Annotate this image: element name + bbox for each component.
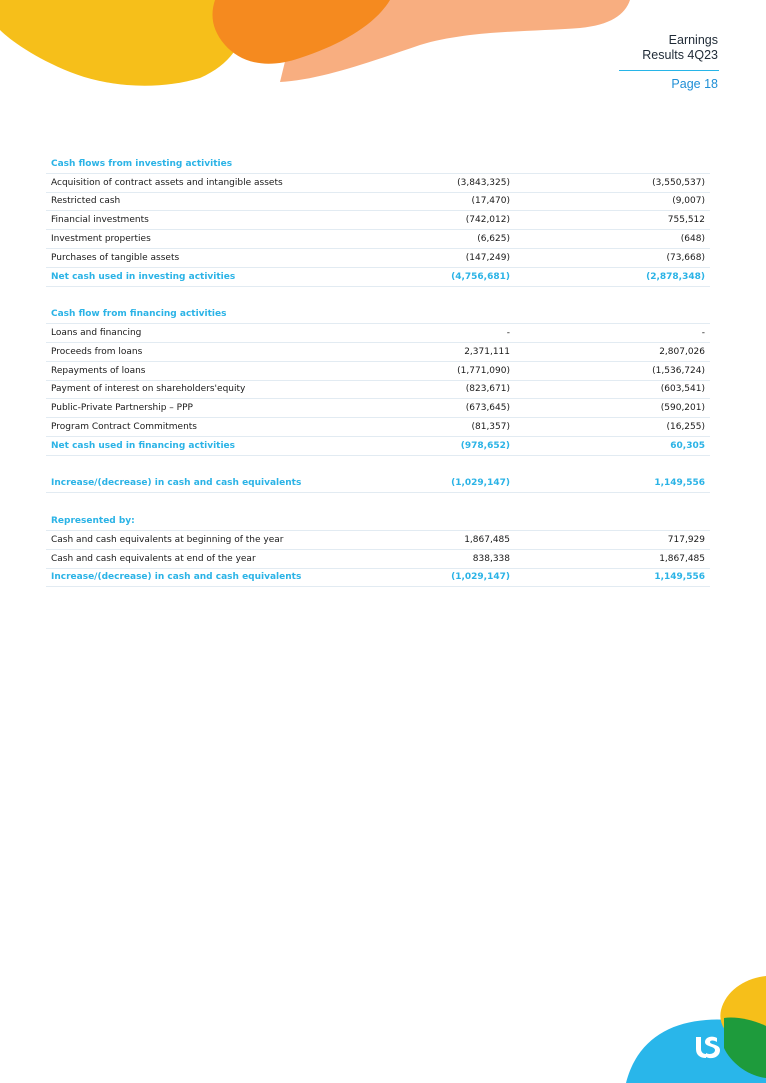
value-col1: (6,625) — [477, 234, 510, 245]
total-row-net-change — [46, 475, 710, 494]
report-title — [518, 33, 718, 63]
table-row — [46, 362, 710, 381]
table-row — [46, 211, 710, 230]
total-label: Net cash used in financing activities — [51, 440, 236, 451]
total-label: Increase/(decrease) in cash and cash equivalents — [51, 572, 302, 583]
table-row — [46, 418, 710, 437]
total-col2: (2,878,348) — [646, 271, 705, 282]
value-col2: 717,929 — [667, 534, 705, 545]
table-row — [46, 343, 710, 362]
report-title-line1: Earnings — [668, 33, 718, 47]
value-col2: (3,550,537) — [652, 177, 705, 188]
value-col1: (147,249) — [465, 252, 510, 263]
value-col1: 2,371,111 — [464, 346, 510, 357]
row-label: Cash and cash equivalents at beginning of the year — [51, 534, 284, 545]
footer-decoration — [626, 968, 766, 1083]
value-col2: (9,007) — [672, 196, 705, 207]
total-row-financing — [46, 437, 710, 456]
row-label: Financial investments — [51, 215, 149, 226]
row-label: Cash and cash equivalents at end of the year — [51, 553, 256, 564]
value-col1: (3,843,325) — [457, 177, 510, 188]
section-header-represented — [46, 512, 710, 531]
row-label: Purchases of tangible assets — [51, 252, 180, 263]
row-label: Repayments of loans — [51, 365, 146, 376]
row-label: Proceeds from loans — [51, 346, 143, 357]
page-number: Page 18 — [671, 77, 718, 91]
value-col1: 838,338 — [472, 553, 510, 564]
value-col2: (16,255) — [666, 422, 705, 433]
row-label: Investment properties — [51, 234, 151, 245]
row-label: Public-Private Partnership – PPP — [51, 403, 193, 414]
section-title: Represented by: — [51, 516, 135, 527]
value-col1: (1,771,090) — [457, 365, 510, 376]
row-label: Loans and financing — [51, 328, 142, 339]
total-col2: 1,149,556 — [654, 572, 705, 583]
section-title: Cash flow from financing activities — [51, 309, 227, 320]
total-col2: 1,149,556 — [654, 478, 705, 489]
spacer — [46, 493, 710, 512]
spacer — [46, 287, 710, 306]
value-col1: 1,867,485 — [464, 534, 510, 545]
value-col1: (673,645) — [465, 403, 510, 414]
value-col2: 755,512 — [667, 215, 705, 226]
value-col2: (648) — [680, 234, 705, 245]
value-col1: (81,357) — [471, 422, 510, 433]
table-row — [46, 531, 710, 550]
row-label: Acquisition of contract assets and intangible assets — [51, 177, 283, 188]
section-header-financing — [46, 305, 710, 324]
row-label: Payment of interest on shareholders'equity — [51, 384, 246, 395]
value-col2: 1,867,485 — [659, 553, 705, 564]
section-header-investing — [46, 155, 710, 174]
report-title-line2: Results 4Q23 — [642, 48, 718, 62]
total-label: Increase/(decrease) in cash and cash equivalents — [51, 478, 302, 489]
total-col2: 60,305 — [670, 440, 705, 451]
total-row-investing — [46, 268, 710, 287]
section-title: Cash flows from investing activities — [51, 158, 233, 169]
total-col1: (978,652) — [460, 440, 510, 451]
value-col2: (1,536,724) — [652, 365, 705, 376]
row-label: Restricted cash — [51, 196, 121, 207]
table-row — [46, 324, 710, 343]
value-col1: (17,470) — [471, 196, 510, 207]
total-col1: (4,756,681) — [451, 271, 510, 282]
table-row — [46, 230, 710, 249]
cash-flow-table — [46, 155, 710, 587]
table-row — [46, 193, 710, 212]
total-col1: (1,029,147) — [451, 478, 510, 489]
value-col2: (603,541) — [660, 384, 705, 395]
value-col1: - — [506, 328, 510, 339]
value-col2: (590,201) — [660, 403, 705, 414]
table-row — [46, 174, 710, 193]
table-row — [46, 550, 710, 569]
total-col1: (1,029,147) — [451, 572, 510, 583]
value-col2: 2,807,026 — [659, 346, 705, 357]
total-row-represented — [46, 569, 710, 588]
table-row — [46, 399, 710, 418]
table-row — [46, 249, 710, 268]
value-col1: (742,012) — [465, 215, 510, 226]
value-col2: (73,668) — [666, 252, 705, 263]
row-label: Program Contract Commitments — [51, 422, 197, 433]
spacer — [46, 456, 710, 475]
value-col2: - — [701, 328, 705, 339]
table-row — [46, 381, 710, 400]
value-col1: (823,671) — [465, 384, 510, 395]
total-label: Net cash used in investing activities — [51, 271, 236, 282]
header-divider — [619, 70, 719, 71]
company-logo-icon — [692, 1031, 722, 1061]
yellow-wave-shape — [0, 0, 244, 86]
